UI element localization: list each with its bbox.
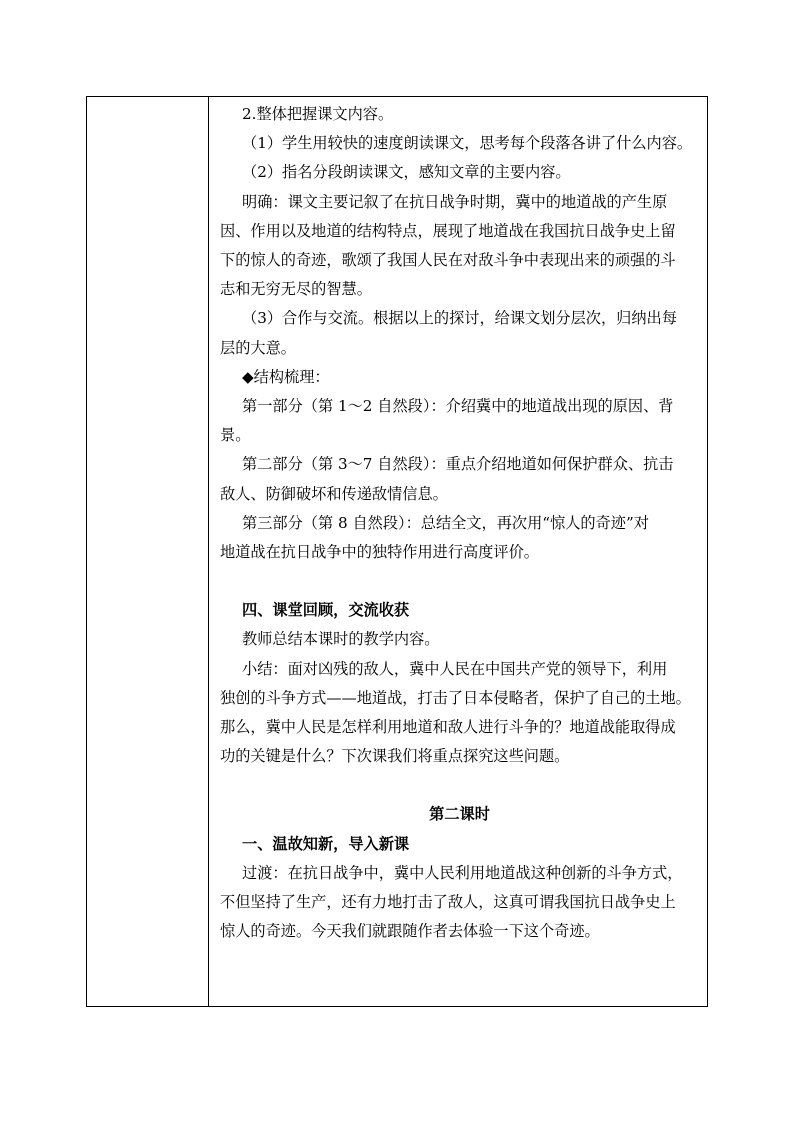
part-2: 第二部分（第 3～7 自然段）：重点介绍地道如何保护群众、抗击 敌人、防御破坏和传递敌情信息。 <box>220 455 674 503</box>
teacher-summary: 教师总结本课时的教学内容。 <box>242 630 440 649</box>
question-3: （3）合作与交流。根据以上的探讨，给课文划分层次，归纳出每 层的大意。 <box>220 309 677 357</box>
lesson-content-cell <box>209 97 707 1006</box>
step-heading: 2.整体把握课文内容。 <box>242 105 394 123</box>
transition-paragraph: 过渡：在抗日战争中，冀中人民利用地道战这种创新的斗争方式， 不但坚持了生产，还有力地打击了敌人，这真可谓我国抗日战争史上 惊人的奇迹。今天我们就跟随作者去体验一下这个奇迹。 <box>220 863 683 941</box>
question-1: （1）学生用较快的速度朗读课文，思考每个段落各讲了什么内容。 <box>242 134 693 153</box>
question-2: （2）指名分段朗读课文，感知文章的主要内容。 <box>242 163 571 182</box>
part-3: 第三部分（第 8 自然段）：总结全文，再次用“惊人的奇迹”对 地道战在抗日战争中的独特作用进行高度评价。 <box>220 513 649 562</box>
lesson-2-title: 第二课时 <box>429 805 490 824</box>
section-1-heading: 一、温故知新，导入新课 <box>242 834 410 853</box>
clarification-paragraph: 明确：课文主要记叙了在抗日战争时期，冀中的地道战的产生原 因、作用以及地道的结构特点，展现了地道战在我国抗日战争史上留 下的惊人的奇迹，歌颂了我国人民在对敌斗争中表现出来的顽强的斗 志和无穷无尽的智慧。 <box>220 192 676 299</box>
structure-heading: ◆结构梳理： <box>242 367 330 386</box>
lesson-table <box>86 96 708 1007</box>
part-1: 第一部分（第 1～2 自然段）：介绍冀中的地道战出现的原因、背 景。 <box>220 397 674 445</box>
summary-paragraph: 小结：面对凶残的敌人，冀中人民在中国共产党的领导下，利用 独创的斗争方式——地道战，打击了日本侵略者，保护了自己的土地。 那么，冀中人民是怎样利用地道和敌人进行斗争的？地道战能取得成 功的关键是什么？下次课我们将重点探究这些问题。 <box>220 659 691 766</box>
section-4-heading: 四、课堂回顾，交流收获 <box>242 601 410 620</box>
